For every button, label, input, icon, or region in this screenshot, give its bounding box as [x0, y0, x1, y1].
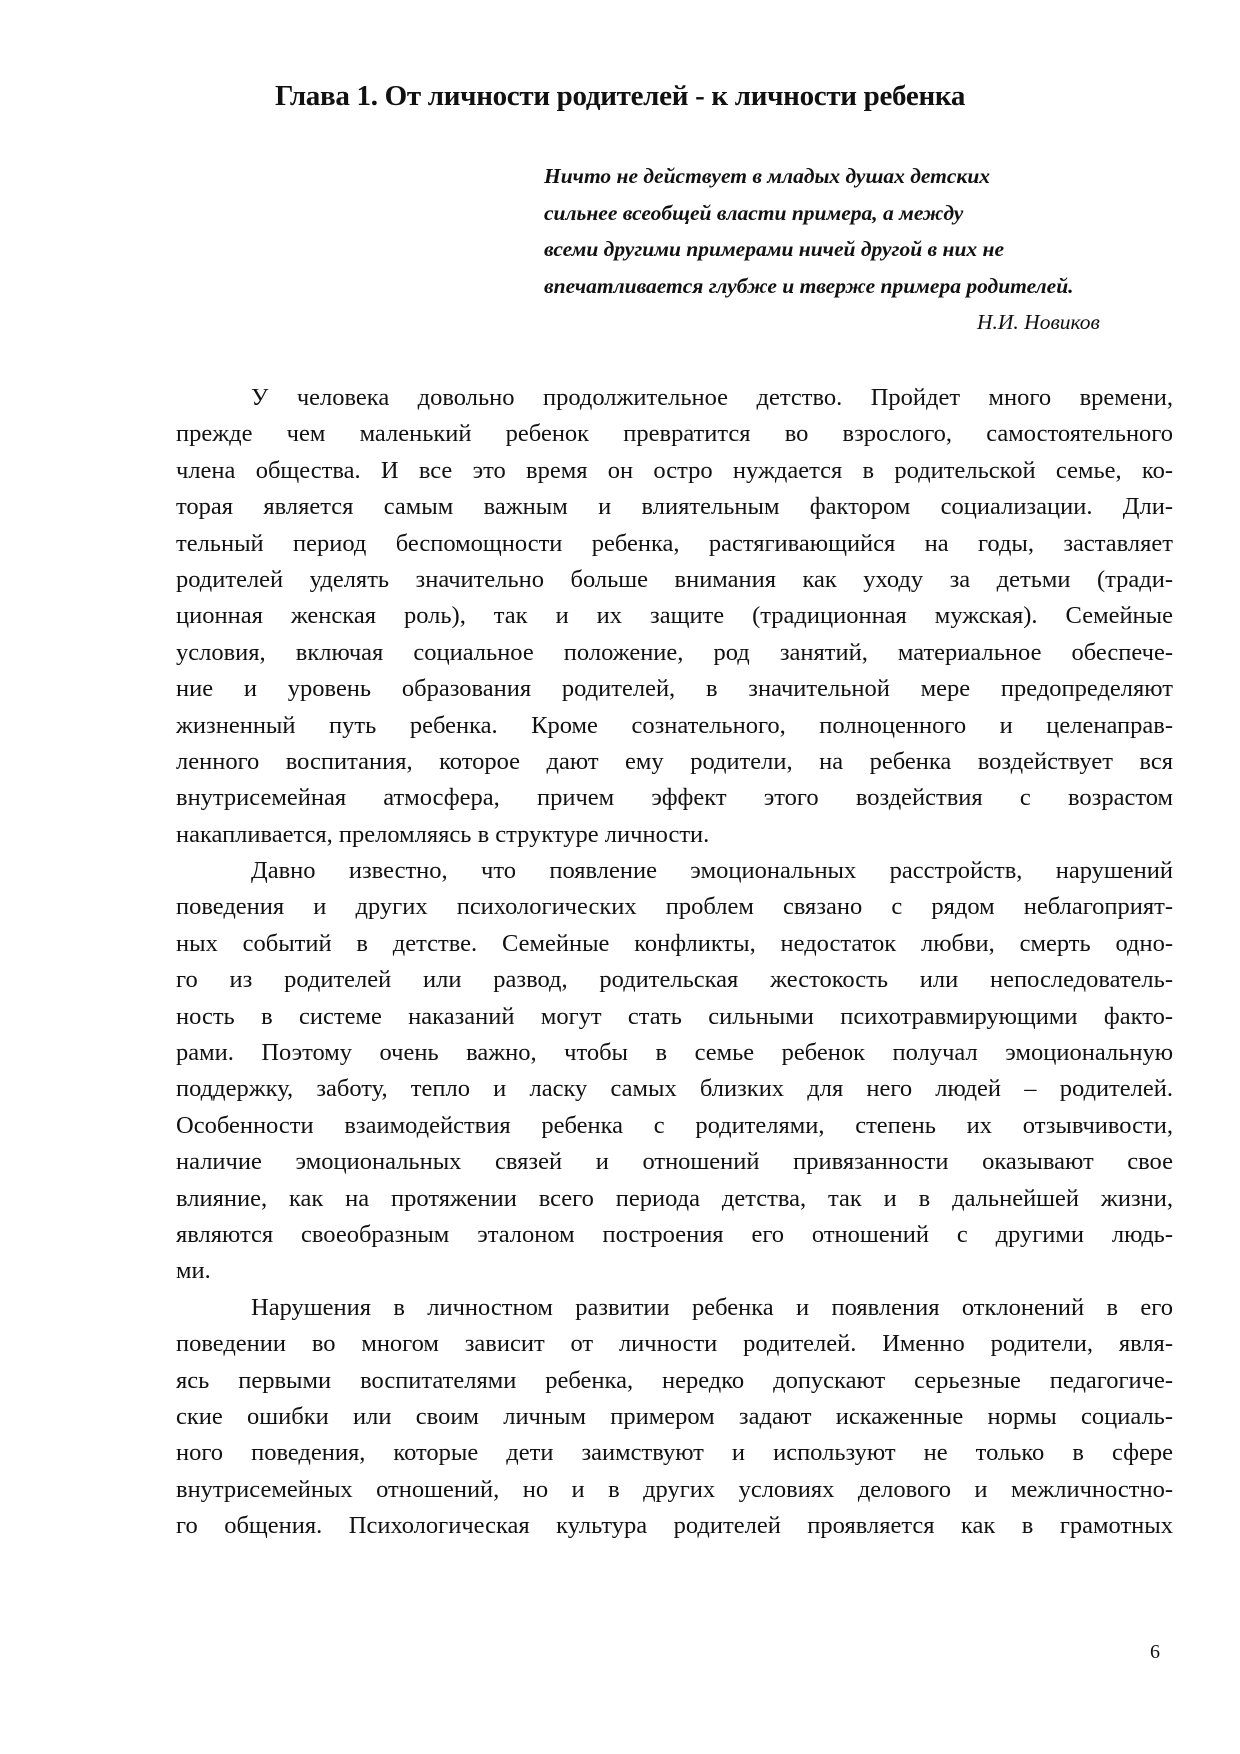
text-line: жизненный путь ребенка. Кроме сознательного, полноценного и целенаправ-	[176, 711, 1173, 739]
text-line: Давно известно, что появление эмоциональных расстройств, нарушений	[251, 857, 1173, 885]
text-line: го из родителей или развод, родительская жестокость или непоследователь-	[176, 966, 1173, 994]
text-line: У человека довольно продолжительное детство. Пройдет много времени,	[251, 384, 1173, 411]
text-line: ленного воспитания, которое дают ему родители, на ребенка воздействует вся	[176, 747, 1173, 775]
text-line: торая является самым важным и влиятельным фактором социализации. Дли-	[176, 493, 1173, 521]
text-line: условия, включая социальное положение, род занятий, материальное обеспече-	[176, 638, 1173, 666]
paragraph-1	[176, 380, 1173, 853]
text-line: рами. Поэтому очень важно, чтобы в семье ребенок получал эмоциональную	[176, 1039, 1173, 1067]
text-line: родителей уделять значительно больше внимания как уходу за детьми (тради-	[176, 565, 1173, 593]
epigraph-line: впечатливается глубже и тверже примера родителей.	[544, 273, 1074, 298]
text-line: ность в системе наказаний могут стать сильными психотравмирующими факто-	[176, 1002, 1173, 1030]
epigraph-line: сильнее всеобщей власти примера, а между	[544, 200, 964, 225]
paragraph-2	[176, 853, 1173, 1290]
text-line: ного поведения, которые дети заимствуют и используют не только в сфере	[176, 1439, 1173, 1467]
text-line: поддержку, заботу, тепло и ласку самых близких для него людей – родителей.	[176, 1075, 1173, 1103]
text-line: поведения и других психологических проблем связано с рядом неблагоприят-	[176, 893, 1173, 921]
epigraph-line: всеми другими примерами ничей другой в них не	[544, 237, 1005, 261]
body-text	[176, 380, 1173, 1545]
text-line: ские ошибки или своим личным примером задают искаженные нормы социаль-	[176, 1402, 1173, 1430]
text-line: поведении во многом зависит от личности родителей. Именно родители, явля-	[176, 1330, 1173, 1358]
text-line: ционная женская роль), так и их защите (традиционная мужская). Семейные	[176, 602, 1173, 630]
epigraph-author: Н.И. Новиков	[977, 310, 1100, 334]
text-line: тельный период беспомощности ребенка, растягивающийся на годы, заставляет	[176, 529, 1173, 557]
epigraph-line: Ничто не действует в младых душах детских	[544, 164, 991, 188]
text-line: являются своеобразным эталоном построения его отношений с другими людь-	[176, 1220, 1173, 1248]
epigraph	[544, 158, 1184, 340]
text-line: Нарушения в личностном развитии ребенка и появления отклонений в его	[251, 1293, 1173, 1321]
text-line: влияние, как на протяжении всего периода детства, так и в дальнейшей жизни,	[176, 1184, 1173, 1212]
text-line: Особенности взаимодействия ребенка с родителями, степень их отзывчивости,	[176, 1111, 1173, 1139]
text-line: ных событий в детстве. Семейные конфликты, недостаток любви, смерть одно-	[176, 929, 1173, 957]
text-line: внутрисемейная атмосфера, причем эффект этого воздействия с возрастом	[176, 784, 1173, 812]
text-line: прежде чем маленький ребенок превратится во взрослого, самостоятельного	[176, 420, 1173, 448]
text-line: накапливается, преломляясь в структуре личности.	[176, 820, 710, 848]
paragraph-3	[176, 1290, 1173, 1545]
text-line: внутрисемейных отношений, но и в других условиях делового и межличностно-	[176, 1475, 1173, 1503]
chapter-title: Глава 1. От личности родителей - к личности ребенка	[274, 80, 966, 112]
text-line: ясь первыми воспитателями ребенка, нередко допускают серьезные педагогиче-	[176, 1366, 1173, 1394]
page-number: 6	[1150, 1641, 1160, 1663]
text-line: го общения. Психологическая культура родителей проявляется как в грамотных	[176, 1512, 1173, 1540]
text-line: члена общества. И все это время он остро нуждается в родительской семье, ко-	[176, 456, 1173, 484]
text-line: ми.	[176, 1257, 211, 1285]
text-line: наличие эмоциональных связей и отношений привязанности оказывают свое	[176, 1148, 1173, 1176]
text-line: ние и уровень образования родителей, в значительной мере предопределяют	[176, 675, 1173, 703]
